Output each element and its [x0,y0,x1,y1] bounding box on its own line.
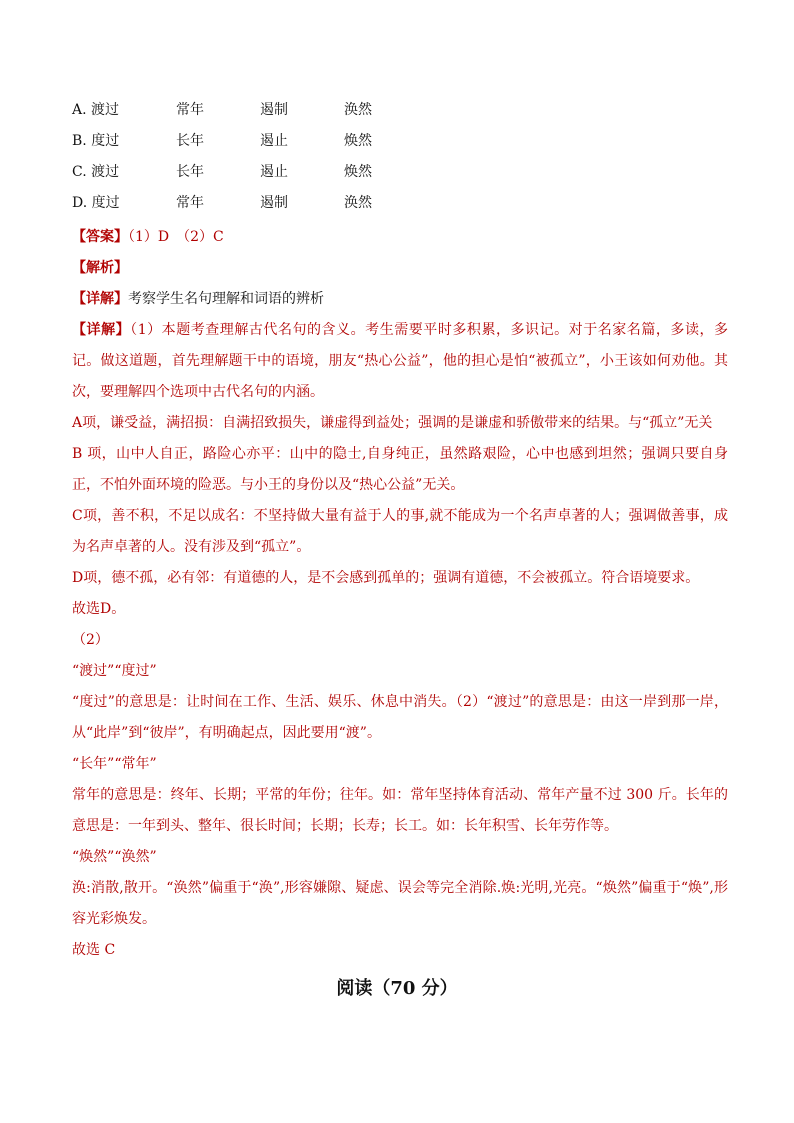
option-row-b [72,129,728,160]
detail-tag: 【详解】 [72,291,128,307]
part2-paragraph-3: 涣:消散,散开。“涣然”偏重于“涣”,形容嫌隙、疑虑、误会等完全消除.焕:光明,光亮。“焕然”偏重于“焕”,形容光彩焕发。 [72,880,728,927]
option-word: 焕然 [344,164,372,180]
option-word: 遏止 [260,164,288,180]
answer-tag: 【答案】 [72,229,128,245]
option-label: D. 度过 [72,195,120,211]
option-word: 涣然 [344,195,372,211]
option-word: 常年 [176,195,204,211]
analysis-tag: 【解析】 [72,260,128,276]
detail-paragraph-text: （1）本题考查理解古代名句的含义。考生需要平时多积累，多识记。对于名家名篇，多读，多记。做这道题，首先理解题干中的语境，朋友“热心公益”，他的担心是怕“被孤立”，小王该如何劝他。其次，要理解四个选项中古代名句的内涵。 [72,322,729,400]
analysis-line [72,253,728,284]
option-label: A. 渡过 [72,102,120,118]
explain-a: A项，谦受益，满招损：自满招致损失，谦虚得到益处；强调的是谦虚和骄傲带来的结果。与“孤立”无关 [72,415,713,431]
option-word: 长年 [176,164,204,180]
option-word: 遏止 [260,133,288,149]
option-word: 常年 [176,102,204,118]
explain-c: C项，善不积，不足以成名：不坚持做大量有益于人的事,就不能成为一个名声卓著的人；强调做善事，成为名声卓著的人。没有涉及到“孤立”。 [72,508,728,555]
conclusion-1: 故选D。 [72,601,126,617]
detail-summary-text: 考察学生名句理解和词语的辨析 [128,291,324,307]
option-list [72,98,728,222]
detail-summary-line [72,284,728,315]
explain-b: B 项，山中人自正，路险心亦平：山中的隐士,自身纯正，虽然路艰险，心中也感到坦然；强调只要自身正，不怕外面环境的险恶。与小王的身份以及“热心公益”无关。 [72,446,728,493]
option-word: 涣然 [344,102,372,118]
option-word: 遏制 [260,102,288,118]
part2-heading-2: “长年”“常年” [72,756,157,772]
option-word: 遏制 [260,195,288,211]
option-row-d [72,191,728,222]
part2-paragraph-2: 常年的意思是：终年、长期；平常的年份；往年。如：常年坚持体育活动、常年产量不过 300 斤。长年的意思是：一年到头、整年、很长时间；长期；长寿；长工。如：长年积雪、长年劳作等。 [72,787,728,834]
detail-paragraph [72,315,728,408]
part2-number: （2） [72,632,109,648]
option-word: 长年 [176,133,204,149]
option-label: C. 渡过 [72,164,120,180]
option-row-a [72,98,728,129]
answer-text: （1）D （2）C [128,229,224,245]
part2-paragraph-1: “度过”的意思是：让时间在工作、生活、娱乐、休息中消失。（2）“渡过”的意思是：由这一岸到那一岸，从“此岸”到“彼岸”，有明确起点，因此要用“渡”。 [72,694,728,741]
section-title: 阅读（70 分） [336,978,458,999]
answer-line [72,222,728,253]
explain-d: D项，德不孤，必有邻：有道德的人，是不会感到孤单的；强调有道德，不会被孤立。符合语境要求。 [72,570,700,586]
conclusion-2: 故选 C [72,942,116,958]
option-label: B. 度过 [72,133,120,149]
option-row-c [72,160,728,191]
detail-tag: 【详解】 [72,322,131,338]
part2-heading-1: “渡过”“度过” [72,663,157,679]
part2-heading-3: “焕然”“涣然” [72,849,157,865]
option-word: 焕然 [344,133,372,149]
document-body [72,98,728,966]
